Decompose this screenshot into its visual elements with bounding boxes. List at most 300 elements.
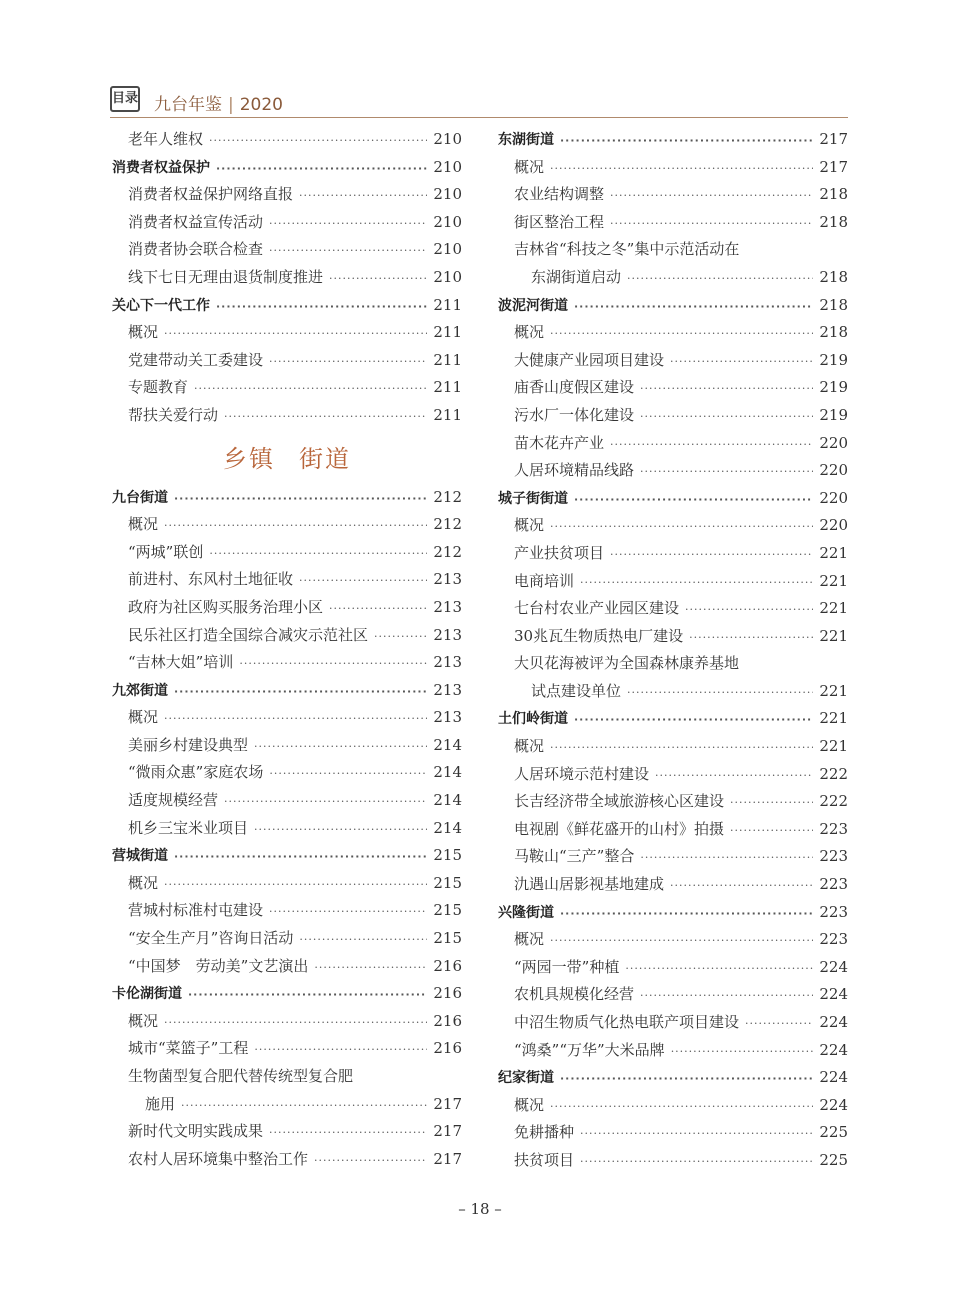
toc-entry-title: 消费者权益保护 xyxy=(112,159,210,176)
toc-entry-page: 216 xyxy=(433,1011,462,1030)
toc-entry-page: 213 xyxy=(433,680,462,699)
chapter-heading-part2: 街道 xyxy=(299,445,351,474)
toc-entry-title: “安全生产月”咨询日活动 xyxy=(128,929,294,948)
toc-entry-title: 消费者协会联合检查 xyxy=(128,240,264,259)
toc-entry-page: 210 xyxy=(433,212,462,231)
toc-entry-page: 221 xyxy=(819,626,848,645)
toc-entry-page: 214 xyxy=(433,818,462,837)
toc-entry-title: 九郊街道 xyxy=(112,682,168,699)
toc-entry-title: 概况 xyxy=(514,930,545,949)
toc-entry-title: “中国梦 劳动美”文艺演出 xyxy=(128,956,309,975)
toc-entry-page: 216 xyxy=(433,1039,462,1058)
toc-entry-page: 222 xyxy=(819,792,848,811)
toc-entry-title: 消费者权益保护网络直报 xyxy=(128,185,294,204)
toc-entry[interactable] xyxy=(112,374,462,402)
dot-leader xyxy=(174,485,427,513)
toc-section-entry[interactable] xyxy=(112,292,462,320)
dot-leader xyxy=(314,954,427,982)
dot-leader xyxy=(174,843,427,871)
dot-leader xyxy=(610,431,813,459)
toc-entry-title: 大健康产业园项目建设 xyxy=(514,350,665,369)
toc-entry[interactable] xyxy=(498,402,848,430)
toc-entry-page: 210 xyxy=(433,157,462,176)
dot-leader xyxy=(224,788,427,816)
toc-entry[interactable] xyxy=(498,319,848,347)
toc-entry[interactable] xyxy=(112,1146,462,1174)
dot-leader xyxy=(580,1120,813,1148)
toc-entry-title: 适度规模经营 xyxy=(128,791,219,810)
toc-entry-title: 概况 xyxy=(514,1095,545,1114)
dot-leader xyxy=(627,265,813,293)
dot-leader xyxy=(374,623,427,651)
dot-leader xyxy=(164,512,427,540)
toc-entry[interactable] xyxy=(112,594,462,622)
dot-leader xyxy=(685,596,813,624)
toc-entry[interactable] xyxy=(498,1009,848,1037)
dot-leader xyxy=(269,760,427,788)
toc-entry-title: 党建带动关工委建设 xyxy=(128,350,264,369)
toc-entry-page: 220 xyxy=(819,433,848,452)
toc-entry-title: 30兆瓦生物质热电厂建设 xyxy=(514,626,684,645)
toc-entry-title: 政府为社区购买服务治理小区 xyxy=(128,597,324,616)
toc-entry[interactable] xyxy=(112,539,462,567)
book-logo-icon: 目录 xyxy=(110,86,140,112)
dot-leader xyxy=(181,1092,427,1120)
toc-entry-page: 224 xyxy=(819,957,848,976)
toc-entry-page: 214 xyxy=(433,791,462,810)
toc-entry-page: 210 xyxy=(433,130,462,148)
toc-entry-title: 农机具规模化经营 xyxy=(514,985,635,1004)
toc-entry-page: 218 xyxy=(819,323,848,342)
toc-entry-title: 纪家街道 xyxy=(498,1070,554,1087)
toc-entry-title: 土们岭街道 xyxy=(498,711,568,728)
toc-entry[interactable] xyxy=(112,126,462,154)
toc-entry[interactable] xyxy=(498,761,848,789)
toc-entry-title: 长吉经济带全域旅游核心区建设 xyxy=(514,792,725,811)
toc-entry-page: 221 xyxy=(819,543,848,562)
toc-entry-title: 城市“菜篮子”工程 xyxy=(128,1039,249,1058)
dot-leader xyxy=(610,182,813,210)
dot-leader xyxy=(689,624,813,652)
toc-entry[interactable] xyxy=(498,374,848,402)
toc-entry-page: 224 xyxy=(819,1040,848,1059)
toc-entry-page: 220 xyxy=(819,516,848,535)
toc-entry-page: 213 xyxy=(433,708,462,727)
toc-entry-page: 210 xyxy=(433,185,462,204)
dot-leader xyxy=(550,927,813,955)
toc-entry-title: 吉林省“科技之冬”集中示范活动在 xyxy=(514,240,740,259)
toc-entry-title: 七台村农业产业园区建设 xyxy=(514,599,680,618)
dot-leader xyxy=(640,403,813,431)
toc-entry[interactable] xyxy=(498,181,848,209)
toc-entry[interactable] xyxy=(498,678,848,706)
toc-entry-title: 电商培训 xyxy=(514,571,575,590)
toc-entry[interactable] xyxy=(112,622,462,650)
toc-entry[interactable] xyxy=(498,236,848,264)
toc-entry-page: 211 xyxy=(433,295,462,314)
dot-leader xyxy=(610,210,813,238)
toc-entry[interactable] xyxy=(112,1118,462,1146)
page-number: – 18 – xyxy=(458,1200,502,1218)
toc-section-entry[interactable] xyxy=(112,154,462,182)
toc-entry-page: 221 xyxy=(819,709,848,728)
dot-leader xyxy=(216,155,427,183)
page-header xyxy=(110,84,848,118)
toc-entry-title: 免耕播种 xyxy=(514,1123,575,1142)
toc-left-top xyxy=(112,126,462,430)
toc-entry-page: 224 xyxy=(819,1095,848,1114)
toc-entry-page: 213 xyxy=(433,653,462,672)
toc-entry-title: 老年人维权 xyxy=(128,130,204,148)
toc-entry-page: 221 xyxy=(819,737,848,756)
dot-leader xyxy=(269,237,427,265)
toc-entry-title: “微雨众惠”家庭农场 xyxy=(128,763,264,782)
toc-entry-page: 212 xyxy=(433,487,462,506)
toc-entry[interactable] xyxy=(498,816,848,844)
toc-entry-page: 217 xyxy=(819,157,848,176)
toc-entry-title: 概况 xyxy=(514,323,545,342)
toc-entry[interactable] xyxy=(112,236,462,264)
toc-entry-page: 225 xyxy=(819,1123,848,1142)
toc-entry-title: 污水厂一体化建设 xyxy=(514,405,635,424)
toc-entry-page: 220 xyxy=(819,488,848,507)
toc-entry-page: 220 xyxy=(819,461,848,480)
toc-entry[interactable] xyxy=(498,595,848,623)
toc-entry[interactable] xyxy=(498,1037,848,1065)
toc-entry-title: 大贝花海被评为全国森林康养基地 xyxy=(514,654,740,673)
toc-entry-title: 营城街道 xyxy=(112,848,168,865)
toc-entry[interactable] xyxy=(498,843,848,871)
toc-left-bottom xyxy=(112,484,462,1174)
toc-entry-title: 概况 xyxy=(128,515,159,534)
toc-entry-title: 概况 xyxy=(514,737,545,756)
toc-entry[interactable] xyxy=(112,402,462,430)
toc-entry-page: 214 xyxy=(433,735,462,754)
dot-leader xyxy=(174,678,427,706)
toc-entry-page: 223 xyxy=(819,819,848,838)
dot-leader xyxy=(625,955,813,983)
dot-leader xyxy=(269,898,427,926)
toc-entry-title: 概况 xyxy=(128,873,159,892)
toc-entry[interactable] xyxy=(112,704,462,732)
toc-entry-page: 224 xyxy=(819,1068,848,1087)
toc-entry[interactable] xyxy=(498,568,848,596)
toc-entry-title: 营城村标准村屯建设 xyxy=(128,901,264,920)
toc-entry[interactable] xyxy=(498,871,848,899)
dot-leader xyxy=(239,650,427,678)
toc-entry-page: 224 xyxy=(819,985,848,1004)
dot-leader xyxy=(574,706,813,734)
toc-entry-page: 221 xyxy=(819,681,848,700)
toc-entry-title: 兴隆街道 xyxy=(498,904,554,921)
dot-leader xyxy=(627,679,813,707)
toc-entry[interactable] xyxy=(498,540,848,568)
dot-leader xyxy=(550,513,813,541)
dot-leader xyxy=(209,127,427,155)
dot-leader xyxy=(560,1065,813,1093)
toc-entry[interactable] xyxy=(112,1091,462,1119)
toc-entry-page: 217 xyxy=(433,1122,462,1141)
toc-entry-page: 223 xyxy=(819,902,848,921)
dot-leader xyxy=(574,293,813,321)
toc-entry-page: 218 xyxy=(819,267,848,286)
toc-entry-title: 农村人居环境集中整治工作 xyxy=(128,1149,309,1168)
toc-entry-title: 试点建设单位 xyxy=(531,681,622,700)
toc-entry-page: 218 xyxy=(819,295,848,314)
toc-entry[interactable] xyxy=(498,954,848,982)
toc-entry-title: 东湖街道启动 xyxy=(531,267,622,286)
toc-entry-page: 211 xyxy=(433,378,462,397)
dot-leader xyxy=(745,1010,813,1038)
toc-entry[interactable] xyxy=(112,732,462,760)
toc-entry-title: 电视剧《鲜花盛开的山村》拍摄 xyxy=(514,819,725,838)
dot-leader xyxy=(254,733,427,761)
toc-entry-page: 212 xyxy=(433,515,462,534)
toc-entry-title: 概况 xyxy=(128,708,159,727)
yearbook-title xyxy=(154,90,283,115)
dot-leader xyxy=(164,1009,427,1037)
dot-leader xyxy=(730,789,813,817)
toc-entry[interactable] xyxy=(112,1008,462,1036)
toc-entry-page: 210 xyxy=(433,240,462,259)
toc-entry-page: 219 xyxy=(819,350,848,369)
toc-entry-page: 213 xyxy=(433,597,462,616)
toc-entry[interactable] xyxy=(112,897,462,925)
toc-entry-title: 人居环境精品线路 xyxy=(514,461,635,480)
toc-entry-title: 生物菌型复合肥代替传统型复合肥 xyxy=(128,1067,354,1085)
dot-leader xyxy=(269,1119,427,1147)
yearbook-year: 2020 xyxy=(239,95,283,115)
dot-leader xyxy=(640,844,813,872)
toc-entry[interactable] xyxy=(498,1119,848,1147)
toc-entry-page: 221 xyxy=(819,599,848,618)
toc-entry-page: 223 xyxy=(819,930,848,949)
dot-leader xyxy=(640,458,813,486)
toc-entry-title: 街区整治工程 xyxy=(514,212,605,231)
dot-leader xyxy=(560,900,813,928)
toc-entry[interactable] xyxy=(112,319,462,347)
dot-leader xyxy=(550,320,813,348)
toc-section-entry[interactable] xyxy=(498,1064,848,1092)
chapter-heading-part1: 乡镇 xyxy=(223,445,275,474)
toc-entry-page: 211 xyxy=(433,405,462,424)
toc-entry-title: 新时代文明实践成果 xyxy=(128,1122,264,1141)
toc-entry-title: 概况 xyxy=(128,1011,159,1030)
toc-entry-page: 218 xyxy=(819,185,848,204)
dot-leader xyxy=(580,1148,813,1176)
toc-right-column xyxy=(498,126,848,1175)
dot-leader xyxy=(329,595,427,623)
dot-leader xyxy=(550,734,813,762)
toc-section-entry[interactable] xyxy=(112,980,462,1008)
toc-entry-page: 219 xyxy=(819,378,848,397)
toc-entry-title: 人居环境示范村建设 xyxy=(514,764,650,783)
toc-entry[interactable] xyxy=(112,209,462,237)
toc-entry-title: “两园一带”种植 xyxy=(514,957,620,976)
dot-leader xyxy=(655,762,813,790)
toc-entry-page: 213 xyxy=(433,570,462,589)
dot-leader xyxy=(164,871,427,899)
dot-leader xyxy=(269,210,427,238)
toc-entry-page: 216 xyxy=(433,956,462,975)
dot-leader xyxy=(574,486,813,514)
dot-leader xyxy=(550,155,813,183)
toc-entry[interactable] xyxy=(112,925,462,953)
toc-section-entry[interactable] xyxy=(498,705,848,733)
toc-entry-title: 扶贫项目 xyxy=(514,1150,575,1169)
toc-section-entry[interactable] xyxy=(498,899,848,927)
toc-entry-title: 关心下一代工作 xyxy=(112,297,210,314)
toc-entry[interactable] xyxy=(498,347,848,375)
toc-entry[interactable] xyxy=(112,347,462,375)
toc-entry[interactable] xyxy=(498,1147,848,1175)
toc-section-entry[interactable] xyxy=(112,484,462,512)
toc-entry-page: 216 xyxy=(433,984,462,1003)
toc-entry[interactable] xyxy=(112,815,462,843)
toc-entry-page: 223 xyxy=(819,875,848,894)
dot-leader xyxy=(269,348,427,376)
dot-leader xyxy=(216,293,427,321)
toc-entry-title: 卡伦湖街道 xyxy=(112,986,182,1003)
dot-leader xyxy=(299,567,427,595)
toc-entry-title: 美丽乡村建设典型 xyxy=(128,735,249,754)
toc-entry-title: 东湖街道 xyxy=(498,132,554,148)
toc-entry-title: “两城”联创 xyxy=(128,542,204,561)
toc-entry-page: 218 xyxy=(819,212,848,231)
toc-entry[interactable] xyxy=(498,209,848,237)
toc-entry[interactable] xyxy=(112,870,462,898)
toc-entry-page: 225 xyxy=(819,1150,848,1169)
toc-entry[interactable] xyxy=(112,264,462,292)
toc-entry-page: 212 xyxy=(433,542,462,561)
toc-entry-title: 城子街街道 xyxy=(498,490,568,507)
toc-entry[interactable] xyxy=(498,650,848,678)
dot-leader xyxy=(550,1093,813,1121)
dot-leader xyxy=(671,1038,814,1066)
toc-entry-title: “鸿桑”“万华”大米品牌 xyxy=(514,1040,665,1059)
toc-entry[interactable] xyxy=(498,264,848,292)
toc-entry[interactable] xyxy=(498,154,848,182)
toc-entry-page: 211 xyxy=(433,350,462,369)
dot-leader xyxy=(254,1036,427,1064)
toc-entry-page: 211 xyxy=(433,323,462,342)
toc-entry[interactable] xyxy=(112,953,462,981)
toc-entry-title: 消费者权益宣传活动 xyxy=(128,212,264,231)
toc-entry-page: 217 xyxy=(433,1149,462,1168)
toc-entry-page: 224 xyxy=(819,1013,848,1031)
toc-entry-title: 施用 xyxy=(145,1094,176,1113)
dot-leader xyxy=(730,817,813,845)
toc-entry-title: 庙香山度假区建设 xyxy=(514,378,635,397)
toc-entry[interactable] xyxy=(498,512,848,540)
toc-entry-title: 帮扶关爱行动 xyxy=(128,405,219,424)
toc-entry-page: 214 xyxy=(433,763,462,782)
toc-entry-title: 概况 xyxy=(514,157,545,176)
dot-leader xyxy=(188,981,427,1009)
toc-section-entry[interactable] xyxy=(112,677,462,705)
toc-entry-title: 氿遇山居影视基地建成 xyxy=(514,875,665,894)
dot-leader xyxy=(164,320,427,348)
toc-entry-page: 221 xyxy=(819,571,848,590)
chapter-heading xyxy=(112,430,462,484)
toc-entry-title: 波泥河街道 xyxy=(498,297,568,314)
toc-entry[interactable] xyxy=(112,649,462,677)
toc-section-entry[interactable] xyxy=(498,292,848,320)
yearbook-name: 九台年鉴 xyxy=(154,95,222,115)
toc-section-entry[interactable] xyxy=(498,485,848,513)
dot-leader xyxy=(670,872,813,900)
dot-leader xyxy=(640,375,813,403)
toc-entry-title: 产业扶贫项目 xyxy=(514,543,605,562)
dot-leader xyxy=(329,265,427,293)
toc-entry[interactable] xyxy=(498,623,848,651)
toc-entry-page: 217 xyxy=(433,1094,462,1113)
toc-entry[interactable] xyxy=(112,566,462,594)
dot-leader xyxy=(314,1147,427,1175)
toc-entry-page: 215 xyxy=(433,846,462,865)
toc-entry-page: 210 xyxy=(433,267,462,286)
toc-entry[interactable] xyxy=(498,926,848,954)
toc-section-entry[interactable] xyxy=(112,842,462,870)
toc-entry-title: 九台街道 xyxy=(112,489,168,506)
toc-entry[interactable] xyxy=(112,511,462,539)
dot-leader xyxy=(194,375,427,403)
dot-leader xyxy=(670,348,813,376)
toc-entry[interactable] xyxy=(112,1063,462,1091)
dot-leader xyxy=(209,540,427,568)
toc-entry-page: 223 xyxy=(819,847,848,866)
toc-entry-title: 民乐社区打造全国综合减灾示范社区 xyxy=(128,625,369,644)
toc-entry-page: 215 xyxy=(433,873,462,892)
dot-leader xyxy=(640,982,813,1010)
toc-entry[interactable] xyxy=(498,788,848,816)
toc-entry-title: 前进村、东风村土地征收 xyxy=(128,570,294,589)
toc-entry-title: 农业结构调整 xyxy=(514,185,605,204)
toc-entry[interactable] xyxy=(498,1092,848,1120)
dot-leader xyxy=(164,705,427,733)
toc-entry[interactable] xyxy=(112,181,462,209)
toc-left-column xyxy=(112,126,462,1173)
toc-entry-title: 线下七日无理由退货制度推进 xyxy=(128,267,324,286)
title-separator: | xyxy=(228,95,234,115)
toc-entry-title: 马鞍山“三产”整合 xyxy=(514,847,635,866)
toc-entry[interactable] xyxy=(112,787,462,815)
toc-entry-page: 222 xyxy=(819,764,848,783)
toc-entry-page: 215 xyxy=(433,901,462,920)
toc-entry[interactable] xyxy=(498,733,848,761)
toc-section-entry[interactable] xyxy=(498,126,848,154)
toc-entry[interactable] xyxy=(498,430,848,458)
toc-entry[interactable] xyxy=(498,457,848,485)
toc-entry[interactable] xyxy=(112,1035,462,1063)
dot-leader xyxy=(254,816,427,844)
toc-entry-page: 213 xyxy=(433,625,462,644)
toc-right-list xyxy=(498,126,848,1175)
toc-entry-title: 专题教育 xyxy=(128,378,189,397)
toc-entry[interactable] xyxy=(498,981,848,1009)
toc-entry[interactable] xyxy=(112,759,462,787)
dot-leader xyxy=(299,182,427,210)
toc-entry-title: 机乡三宝米业项目 xyxy=(128,818,249,837)
toc-entry-title: 苗木花卉产业 xyxy=(514,433,605,452)
dot-leader xyxy=(299,926,427,954)
toc-entry-title: 概况 xyxy=(128,323,159,342)
toc-entry-title: 概况 xyxy=(514,516,545,535)
dot-leader xyxy=(580,569,813,597)
toc-entry-page: 215 xyxy=(433,929,462,948)
toc-entry-page: 219 xyxy=(819,405,848,424)
dot-leader xyxy=(610,541,813,569)
